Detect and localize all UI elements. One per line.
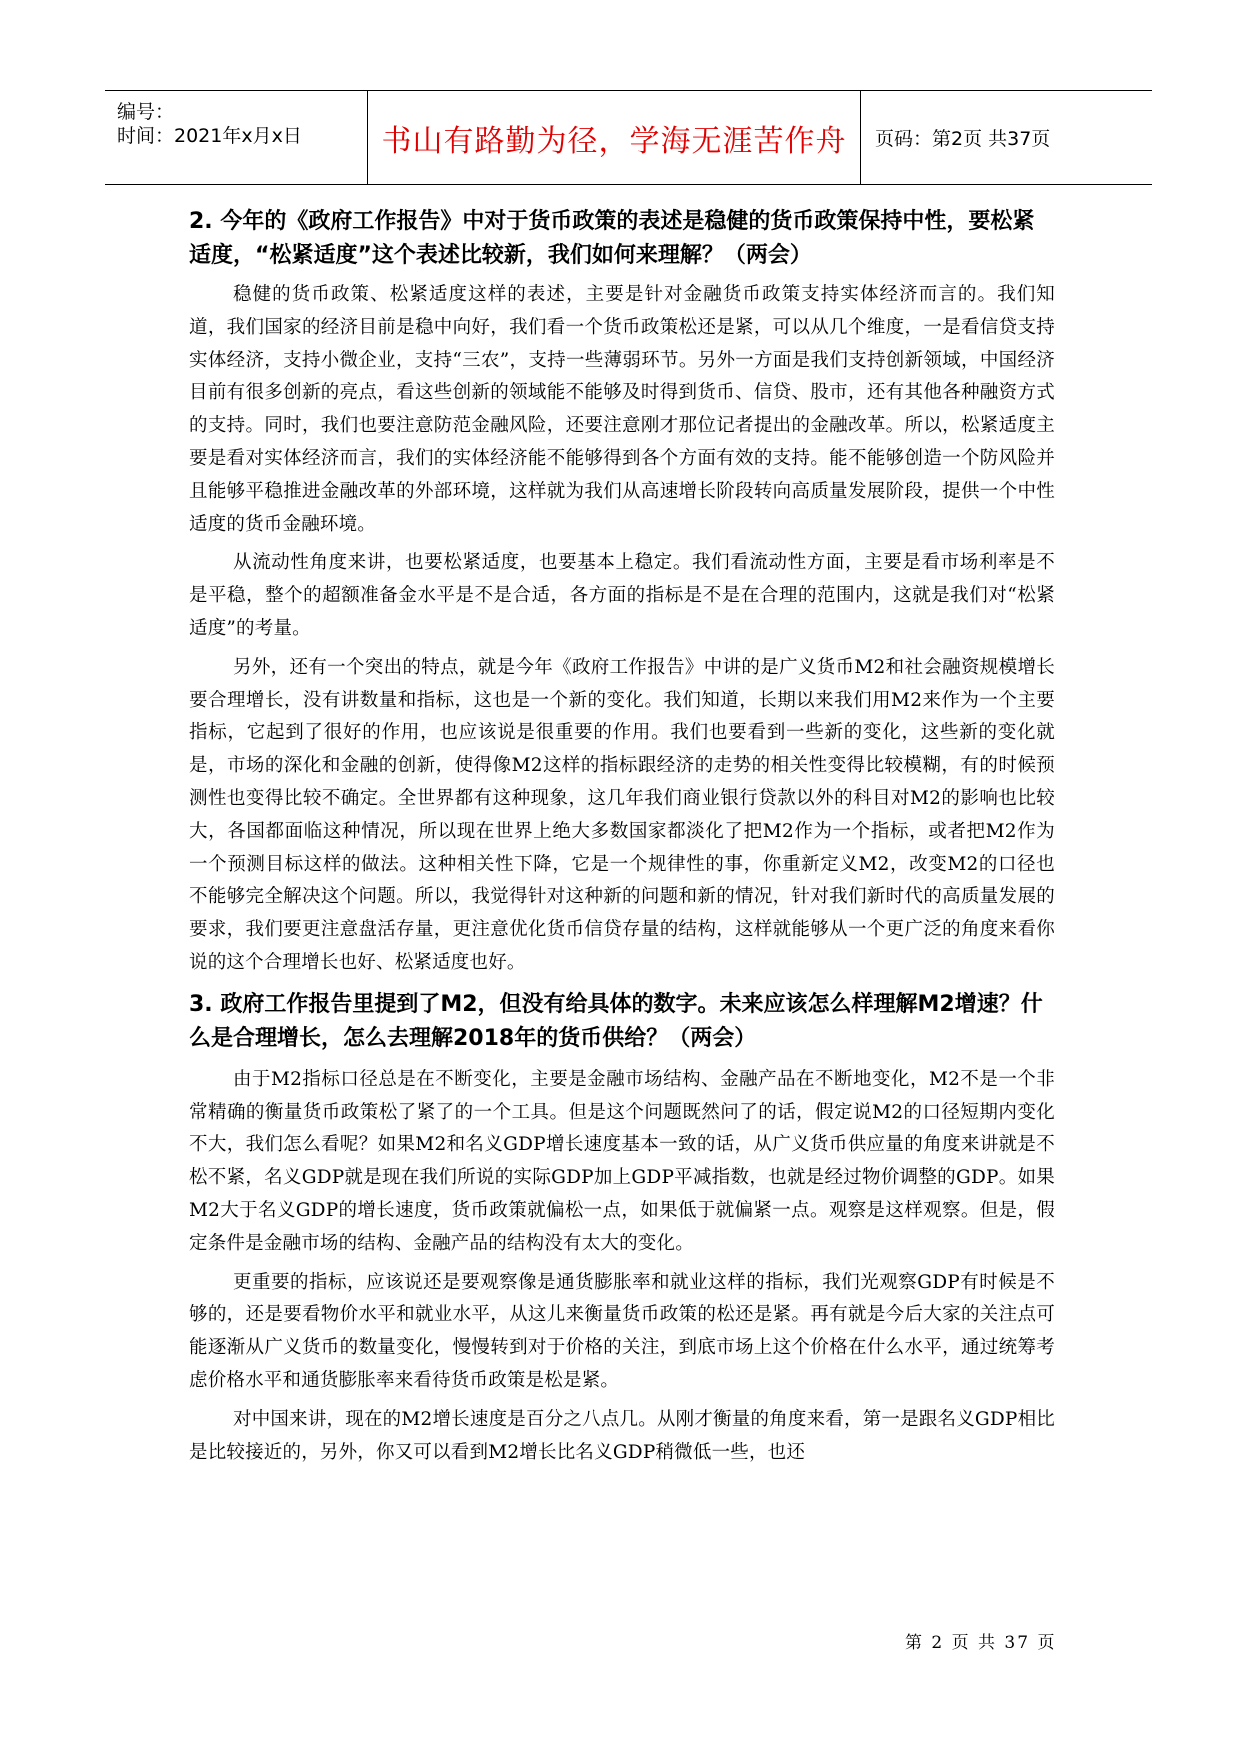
page-header bbox=[105, 90, 1152, 185]
header-motto: 书山有路勤为径，学海无涯苦作舟 bbox=[381, 123, 847, 159]
body-paragraph: 从流动性角度来讲，也要松紧适度，也要基本上稳定。我们看流动性方面，主要是看市场利率是不是平稳，整个的超额准备金水平是不是合适，各方面的指标是不是在合理的范围内，这就是我们对“松紧适度”的考量。 bbox=[189, 552, 1055, 639]
header-page-cell bbox=[861, 91, 1152, 184]
section-heading: 2. 今年的《政府工作报告》中对于货币政策的表述是稳健的货币政策保持中性，要松紧适度，“松紧适度”这个表述比较新，我们如何来理解？（两会） bbox=[189, 209, 1035, 268]
header-left-cell bbox=[105, 91, 367, 184]
body-paragraph: 稳健的货币政策、松紧适度这样的表述，主要是针对金融货币政策支持实体经济而言的。我们知道，我们国家的经济目前是稳中向好，我们看一个货币政策松还是紧，可以从几个维度，一是看信贷支持实体经济，支持小微企业，支持“三农”，支持一些薄弱环节。另外一方面是我们支持创新领域，中国经济目前有很多创新的亮点，看这些创新的领域能不能够及时得到货币、信贷、股市，还有其他各种融资方式的支持。同时，我们也要注意防范金融风险，还要注意刚才那位记者提出的金融改革。所以，松紧适度主要是看对实体经济而言，我们的实体经济能不能够得到各个方面有效的支持。能不能够创造一个防风险并且能够平稳推进金融改革的外部环境，这样就为我们从高速增长阶段转向高质量发展阶段，提供一个中性适度的货币金融环境。 bbox=[189, 284, 1055, 535]
header-motto-cell bbox=[367, 91, 861, 184]
section-heading: 3. 政府工作报告里提到了M2，但没有给具体的数字。未来应该怎么样理解M2增速？什么是合理增长，怎么去理解2018年的货币供给？（两会） bbox=[189, 991, 1043, 1051]
header-page-info: 页码：第2页 共37页 bbox=[875, 128, 1051, 150]
body-paragraph: 由于M2指标口径总是在不断变化，主要是金融市场结构、金融产品在不断地变化，M2不是一个非常精确的衡量货币政策松了紧了的一个工具。但是这个问题既然问了的话，假定说M2的口径短期内变化不大，我们怎么看呢？如果M2和名义GDP增长速度基本一致的话，从广义货币供应量的角度来讲就是不松不紧，名义GDP就是现在我们所说的实际GDP加上GDP平减指数，也就是经过物价调整的GDP。如果M2大于名义GDP的增长速度，货币政策就偏松一点，如果低于就偏紧一点。观察是这样观察。但是，假定条件是金融市场的结构、金融产品的结构没有太大的变化。 bbox=[189, 1068, 1055, 1254]
body-paragraph: 对中国来讲，现在的M2增长速度是百分之八点几。从刚才衡量的角度来看，第一是跟名义GDP相比是比较接近的，另外，你又可以看到M2增长比名义GDP稍微低一些，也还 bbox=[189, 1408, 1055, 1463]
body-paragraph: 更重要的指标，应该说还是要观察像是通货膨胀率和就业这样的指标，我们光观察GDP有时候是不够的，还是要看物价水平和就业水平，从这儿来衡量货币政策的松还是紧。再有就是今后大家的关注点可能逐渐从广义货币的数量变化，慢慢转到对于价格的关注，到底市场上这个价格在什么水平，通过统筹考虑价格水平和通货膨胀率来看待货币政策是松是紧。 bbox=[189, 1271, 1055, 1391]
document-time-label: 时间：2021年x月x日 bbox=[117, 125, 302, 147]
document-number-label: 编号： bbox=[117, 101, 175, 123]
body-paragraph: 另外，还有一个突出的特点，就是今年《政府工作报告》中讲的是广义货币M2和社会融资规模增长要合理增长，没有讲数量和指标，这也是一个新的变化。我们知道，长期以来我们用M2来作为一个主要指标，它起到了很好的作用，也应该说是很重要的作用。我们也要看到一些新的变化，这些新的变化就是，市场的深化和金融的创新，使得像M2这样的指标跟经济的走势的相关性变得比较模糊，有的时候预测性也变得比较不确定。全世界都有这种现象，这几年我们商业银行贷款以外的科目对M2的影响也比较大，各国都面临这种情况，所以现在世界上绝大多数国家都淡化了把M2作为一个指标，或者把M2作为一个预测目标这样的做法。这种相关性下降，它是一个规律性的事，你重新定义M2，改变M2的口径也不能够完全解决这个问题。所以，我觉得针对这种新的问题和新的情况，针对我们新时代的高质量发展的要求，我们要更注意盘活存量，更注意优化货币信贷存量的结构，这样就能够从一个更广泛的角度来看你说的这个合理增长也好、松紧适度也好。 bbox=[189, 656, 1055, 973]
document-body bbox=[189, 205, 1055, 1469]
page-footer: 第 2 页 共 37 页 bbox=[905, 1633, 1057, 1653]
